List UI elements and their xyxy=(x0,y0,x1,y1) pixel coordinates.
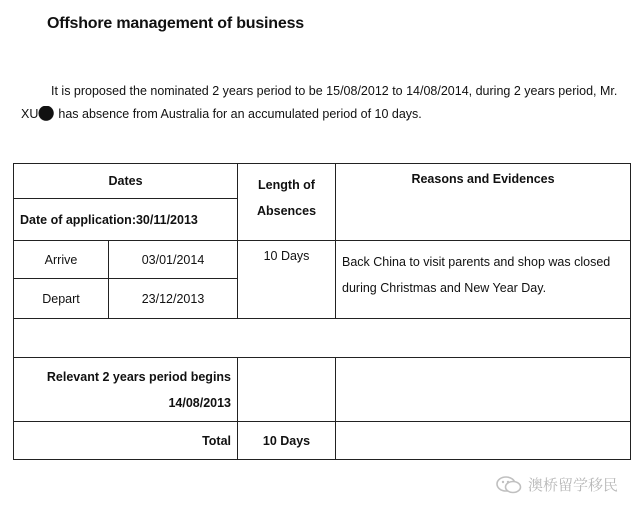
header-length-line2: Absences xyxy=(256,204,317,218)
length-value: 10 Days xyxy=(238,241,336,319)
date-of-application: Date of application:30/11/2013 xyxy=(14,199,238,241)
paragraph-part-2: has absence from Australia for an accumulated period of 10 days. xyxy=(58,107,422,121)
relevant-line2: 14/08/2013 xyxy=(168,395,232,410)
relevant-line1: Relevant 2 years period begins xyxy=(46,369,232,384)
absence-table xyxy=(13,163,631,460)
paragraph-part-1: It is proposed the nominated 2 years period to be 15/08/2012 to 14/08/2014, during 2 years period, Mr. XU xyxy=(21,84,618,121)
relevant-period xyxy=(14,358,238,422)
watermark xyxy=(496,474,618,495)
arrive-label: Arrive xyxy=(14,241,109,279)
total-value: 10 Days xyxy=(238,422,336,460)
total-reason-empty xyxy=(336,422,631,460)
header-dates: Dates xyxy=(14,164,238,199)
redaction-blot xyxy=(38,106,56,122)
reason-text: Back China to visit parents and shop was closed during Christmas and New Year Day. xyxy=(336,241,631,319)
watermark-text: 澳桥留学移民 xyxy=(527,477,618,494)
wechat-logo-icon xyxy=(496,476,522,494)
document-heading: Offshore management of business xyxy=(47,15,304,32)
arrive-date: 03/01/2014 xyxy=(109,241,238,279)
total-label: Total xyxy=(14,422,238,460)
header-reasons: Reasons and Evidences xyxy=(336,164,631,241)
depart-date: 23/12/2013 xyxy=(109,279,238,319)
header-length-line1: Length of xyxy=(258,178,315,192)
intro-paragraph xyxy=(21,80,621,126)
relevant-length-empty xyxy=(238,358,336,422)
header-length xyxy=(238,164,336,241)
relevant-reason-empty xyxy=(336,358,631,422)
empty-row xyxy=(14,319,631,358)
depart-label: Depart xyxy=(14,279,109,319)
